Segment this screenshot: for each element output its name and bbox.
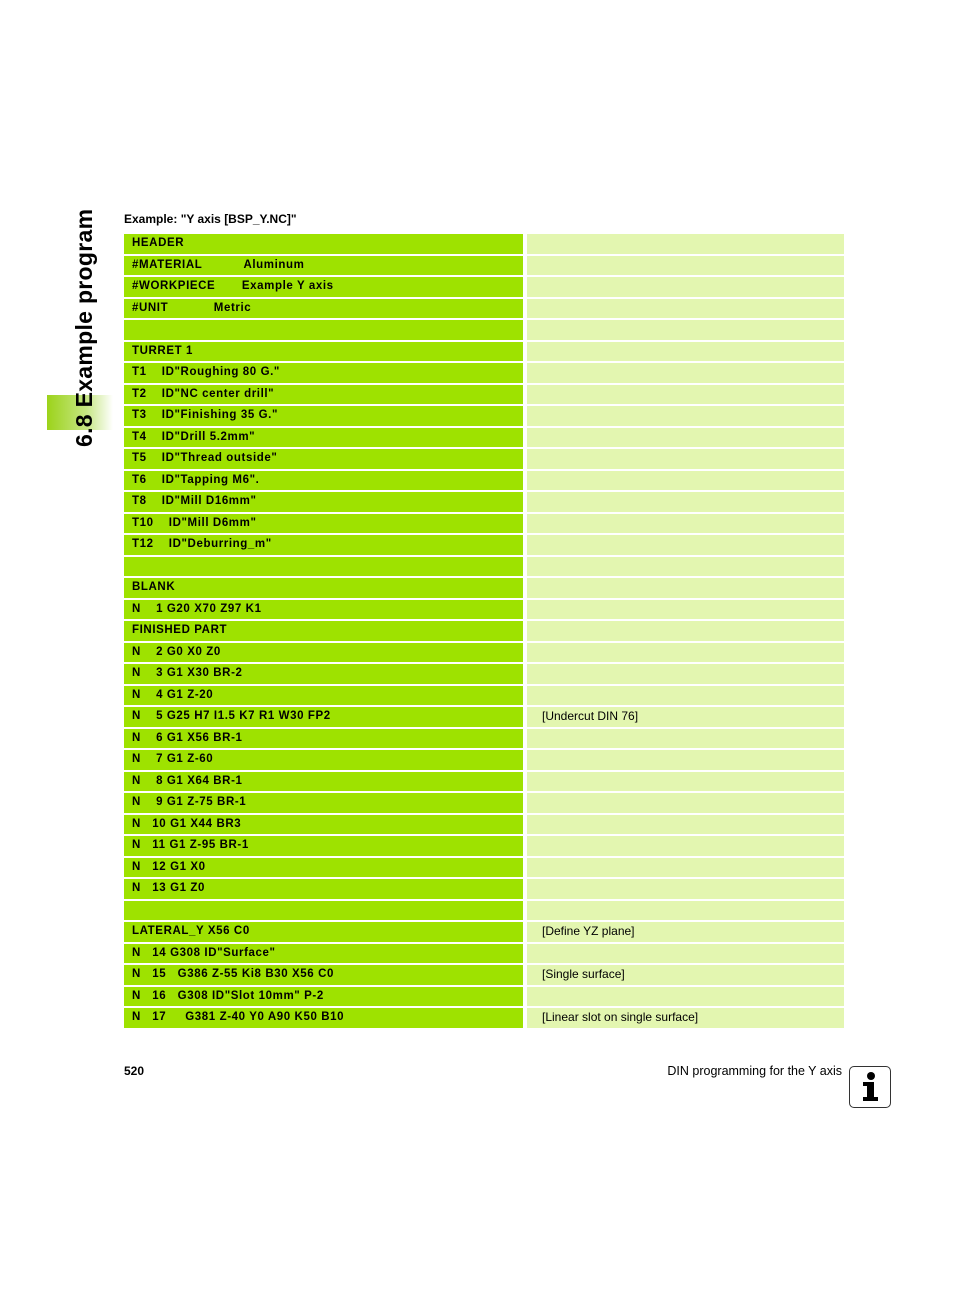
nc-code-cell: T4 ID"Drill 5.2mm" (124, 428, 523, 448)
program-row (124, 965, 844, 985)
comment-cell (527, 234, 844, 254)
info-icon-glyph (850, 1067, 889, 1106)
nc-code-cell: #UNIT Metric (124, 299, 523, 319)
program-row (124, 234, 844, 254)
program-row (124, 342, 844, 362)
program-row (124, 535, 844, 555)
comment-cell (527, 492, 844, 512)
program-row (124, 987, 844, 1007)
nc-code-cell: N 14 G308 ID"Surface" (124, 944, 523, 964)
comment-cell (527, 901, 844, 921)
nc-code-cell: N 1 G20 X70 Z97 K1 (124, 600, 523, 620)
nc-code-cell: N 15 G386 Z-55 Ki8 B30 X56 C0 (124, 965, 523, 985)
program-row (124, 793, 844, 813)
comment-cell (527, 772, 844, 792)
nc-code-cell: T6 ID"Tapping M6". (124, 471, 523, 491)
nc-code-cell: N 6 G1 X56 BR-1 (124, 729, 523, 749)
comment-cell (527, 363, 844, 383)
nc-code-cell: N 11 G1 Z-95 BR-1 (124, 836, 523, 856)
program-row (124, 449, 844, 469)
comment-cell (527, 815, 844, 835)
nc-code-cell: T2 ID"NC center drill" (124, 385, 523, 405)
page-number: 520 (124, 1064, 145, 1078)
footer-chapter-title: DIN programming for the Y axis (667, 1064, 842, 1078)
comment-cell (527, 621, 844, 641)
program-row (124, 772, 844, 792)
comment-cell (527, 299, 844, 319)
comment-cell (527, 600, 844, 620)
comment-cell: [Undercut DIN 76] (527, 707, 844, 727)
comment-cell (527, 793, 844, 813)
comment-cell (527, 342, 844, 362)
comment-cell (527, 944, 844, 964)
comment-cell (527, 256, 844, 276)
program-row (124, 1008, 844, 1028)
nc-code-cell: N 10 G1 X44 BR3 (124, 815, 523, 835)
nc-code-cell: T8 ID"Mill D16mm" (124, 492, 523, 512)
program-row (124, 600, 844, 620)
nc-code-cell: N 4 G1 Z-20 (124, 686, 523, 706)
program-row (124, 557, 844, 577)
program-row (124, 428, 844, 448)
nc-code-cell: T1 ID"Roughing 80 G." (124, 363, 523, 383)
comment-cell (527, 858, 844, 878)
comment-cell (527, 836, 844, 856)
nc-code-cell: HEADER (124, 234, 523, 254)
comment-cell (527, 449, 844, 469)
nc-code-cell: T3 ID"Finishing 35 G." (124, 406, 523, 426)
comment-cell: [Linear slot on single surface] (527, 1008, 844, 1028)
nc-code-cell (124, 557, 523, 577)
program-row (124, 514, 844, 534)
comment-cell: [Single surface] (527, 965, 844, 985)
program-row (124, 901, 844, 921)
program-listing-table (124, 234, 844, 1030)
program-row (124, 643, 844, 663)
nc-code-cell: #WORKPIECE Example Y axis (124, 277, 523, 297)
program-row (124, 256, 844, 276)
comment-cell (527, 471, 844, 491)
program-row (124, 299, 844, 319)
program-row (124, 815, 844, 835)
program-row (124, 406, 844, 426)
nc-code-cell: FINISHED PART (124, 621, 523, 641)
comment-cell (527, 729, 844, 749)
nc-code-cell: N 8 G1 X64 BR-1 (124, 772, 523, 792)
example-caption: Example: "Y axis [BSP_Y.NC]" (124, 212, 297, 226)
program-row (124, 621, 844, 641)
nc-code-cell: N 12 G1 X0 (124, 858, 523, 878)
comment-cell (527, 578, 844, 598)
program-row (124, 858, 844, 878)
nc-code-cell: T12 ID"Deburring_m" (124, 535, 523, 555)
nc-code-cell: N 9 G1 Z-75 BR-1 (124, 793, 523, 813)
program-row (124, 492, 844, 512)
program-row (124, 664, 844, 684)
nc-code-cell: T10 ID"Mill D6mm" (124, 514, 523, 534)
comment-cell (527, 987, 844, 1007)
program-row (124, 750, 844, 770)
nc-code-cell: BLANK (124, 578, 523, 598)
program-row (124, 363, 844, 383)
program-row (124, 471, 844, 491)
program-row (124, 686, 844, 706)
program-row (124, 385, 844, 405)
comment-cell (527, 750, 844, 770)
comment-cell (527, 643, 844, 663)
program-row (124, 922, 844, 942)
nc-code-cell: N 5 G25 H7 I1.5 K7 R1 W30 FP2 (124, 707, 523, 727)
nc-code-cell: T5 ID"Thread outside" (124, 449, 523, 469)
program-row (124, 836, 844, 856)
comment-cell (527, 686, 844, 706)
comment-cell (527, 385, 844, 405)
comment-cell (527, 320, 844, 340)
comment-cell: [Define YZ plane] (527, 922, 844, 942)
program-row (124, 729, 844, 749)
comment-cell (527, 277, 844, 297)
nc-code-cell: N 3 G1 X30 BR-2 (124, 664, 523, 684)
nc-code-cell: N 17 G381 Z-40 Y0 A90 K50 B10 (124, 1008, 523, 1028)
comment-cell (527, 406, 844, 426)
program-row (124, 320, 844, 340)
comment-cell (527, 428, 844, 448)
info-icon[interactable] (849, 1066, 891, 1108)
program-row (124, 277, 844, 297)
program-row (124, 879, 844, 899)
chapter-title: 6.8 Example program (71, 208, 97, 447)
nc-code-cell (124, 320, 523, 340)
nc-code-cell: N 2 G0 X0 Z0 (124, 643, 523, 663)
nc-code-cell: TURRET 1 (124, 342, 523, 362)
nc-code-cell: N 16 G308 ID"Slot 10mm" P-2 (124, 987, 523, 1007)
program-row (124, 578, 844, 598)
comment-cell (527, 664, 844, 684)
comment-cell (527, 514, 844, 534)
program-row (124, 707, 844, 727)
program-row (124, 944, 844, 964)
nc-code-cell: LATERAL_Y X56 C0 (124, 922, 523, 942)
comment-cell (527, 557, 844, 577)
nc-code-cell: #MATERIAL Aluminum (124, 256, 523, 276)
nc-code-cell (124, 901, 523, 921)
nc-code-cell: N 13 G1 Z0 (124, 879, 523, 899)
comment-cell (527, 879, 844, 899)
comment-cell (527, 535, 844, 555)
nc-code-cell: N 7 G1 Z-60 (124, 750, 523, 770)
